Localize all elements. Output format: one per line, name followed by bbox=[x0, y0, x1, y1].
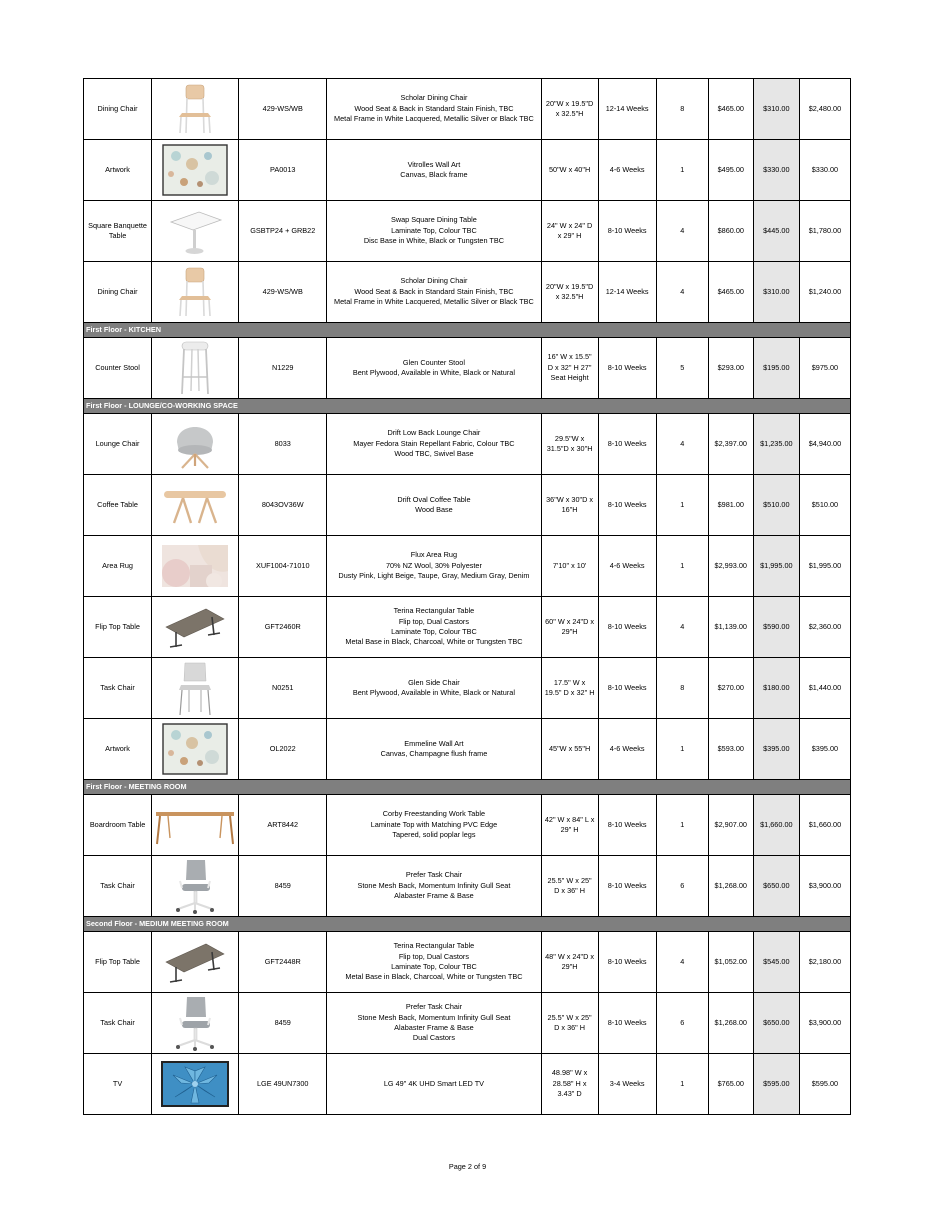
extended-total-cell: $510.00 bbox=[799, 475, 850, 536]
description-line: Prefer Task Chair bbox=[405, 1002, 463, 1012]
description-line: Wood TBC, Swivel Base bbox=[394, 449, 474, 459]
item-image-cell bbox=[152, 262, 239, 323]
item-dimensions-cell: 60" W x 24"D x 29"H bbox=[541, 597, 598, 658]
section-header-row bbox=[84, 399, 851, 414]
description-line: Drift Low Back Lounge Chair bbox=[387, 428, 481, 438]
description-line: Dusty Pink, Light Beige, Taupe, Gray, Medium Gray, Denim bbox=[338, 571, 530, 581]
description-line: Wood Seat & Back in Standard Stain Finish, TBC bbox=[354, 286, 514, 296]
description-line: Disc Base in White, Black or Tungsten TBC bbox=[363, 236, 505, 246]
item-description-cell bbox=[327, 658, 541, 719]
section-label: Second Floor - MEDIUM MEETING ROOM bbox=[84, 917, 851, 932]
item-image-cell bbox=[152, 719, 239, 780]
description-line: Stone Mesh Back, Momentum Infinity Gull Seat bbox=[357, 880, 511, 890]
sale-price-cell: $445.00 bbox=[753, 201, 799, 262]
quantity-cell: 5 bbox=[656, 338, 708, 399]
lead-time-cell: 8-10 Weeks bbox=[598, 475, 656, 536]
table-row bbox=[84, 201, 851, 262]
extended-total-cell: $330.00 bbox=[799, 140, 850, 201]
sale-price-cell: $510.00 bbox=[753, 475, 799, 536]
item-description-cell bbox=[327, 338, 541, 399]
sale-price-cell: $650.00 bbox=[753, 993, 799, 1054]
lead-time-cell: 8-10 Weeks bbox=[598, 993, 656, 1054]
extended-total-cell: $595.00 bbox=[799, 1054, 850, 1115]
flip-top-table-image bbox=[152, 603, 238, 651]
item-type-cell: Square Banquette Table bbox=[84, 201, 152, 262]
wall-art-image bbox=[152, 723, 238, 775]
item-image-cell bbox=[152, 475, 239, 536]
item-description-cell bbox=[327, 262, 541, 323]
lead-time-cell: 8-10 Weeks bbox=[598, 338, 656, 399]
extended-total-cell: $975.00 bbox=[799, 338, 850, 399]
list-price-cell: $765.00 bbox=[708, 1054, 753, 1115]
square-table-image bbox=[152, 204, 238, 258]
list-price-cell: $593.00 bbox=[708, 719, 753, 780]
item-type-cell: Boardroom Table bbox=[84, 795, 152, 856]
description-line: Flip top, Dual Castors bbox=[398, 616, 470, 626]
item-description-cell bbox=[327, 597, 541, 658]
extended-total-cell: $1,780.00 bbox=[799, 201, 850, 262]
quantity-cell: 8 bbox=[656, 658, 708, 719]
sale-price-cell: $330.00 bbox=[753, 140, 799, 201]
item-description-cell bbox=[327, 719, 541, 780]
item-code-cell: 8459 bbox=[239, 993, 327, 1054]
quantity-cell: 1 bbox=[656, 1054, 708, 1115]
item-code-cell: 429-WS/WB bbox=[239, 79, 327, 140]
description-line: Metal Frame in White Lacquered, Metallic Silver or Black TBC bbox=[334, 297, 534, 307]
item-type-cell: Dining Chair bbox=[84, 262, 152, 323]
item-dimensions-cell: 42" W x 84" L x 29" H bbox=[541, 795, 598, 856]
item-type-cell: Flip Top Table bbox=[84, 597, 152, 658]
item-type-cell: Task Chair bbox=[84, 658, 152, 719]
item-description-cell bbox=[327, 1054, 541, 1115]
list-price-cell: $2,397.00 bbox=[708, 414, 753, 475]
tv-image bbox=[152, 1061, 238, 1107]
side-chair-image bbox=[152, 659, 238, 717]
table-row bbox=[84, 262, 851, 323]
list-price-cell: $1,139.00 bbox=[708, 597, 753, 658]
dining-chair-image bbox=[152, 264, 238, 320]
description-line: Stone Mesh Back, Momentum Infinity Gull Seat bbox=[357, 1012, 511, 1022]
extended-total-cell: $1,440.00 bbox=[799, 658, 850, 719]
item-code-cell: 8459 bbox=[239, 856, 327, 917]
description-line: LG 49" 4K UHD Smart LED TV bbox=[383, 1078, 485, 1088]
item-dimensions-cell: 17.5" W x 19.5" D x 32" H bbox=[541, 658, 598, 719]
item-code-cell: OL2022 bbox=[239, 719, 327, 780]
description-line: Corby Freestanding Work Table bbox=[382, 809, 486, 819]
sale-price-cell: $395.00 bbox=[753, 719, 799, 780]
item-code-cell: 8033 bbox=[239, 414, 327, 475]
lead-time-cell: 3-4 Weeks bbox=[598, 1054, 656, 1115]
sale-price-cell: $1,995.00 bbox=[753, 536, 799, 597]
description-line: Alabaster Frame & Base bbox=[394, 891, 474, 901]
lead-time-cell: 8-10 Weeks bbox=[598, 932, 656, 993]
table-row bbox=[84, 719, 851, 780]
extended-total-cell: $1,995.00 bbox=[799, 536, 850, 597]
item-code-cell: GSBTP24 + GRB22 bbox=[239, 201, 327, 262]
description-line: 70% NZ Wool, 30% Polyester bbox=[385, 560, 482, 570]
item-code-cell: 8043OV36W bbox=[239, 475, 327, 536]
item-type-cell: Lounge Chair bbox=[84, 414, 152, 475]
quantity-cell: 4 bbox=[656, 597, 708, 658]
table-row bbox=[84, 414, 851, 475]
description-line: Metal Base in Black, Charcoal, White or Tungsten TBC bbox=[345, 972, 523, 982]
list-price-cell: $270.00 bbox=[708, 658, 753, 719]
wall-art-image bbox=[152, 144, 238, 196]
table-row bbox=[84, 1054, 851, 1115]
item-dimensions-cell: 24" W x 24" D x 29" H bbox=[541, 201, 598, 262]
item-image-cell bbox=[152, 201, 239, 262]
description-line: Laminate Top, Colour TBC bbox=[391, 962, 477, 971]
item-image-cell bbox=[152, 597, 239, 658]
section-label: First Floor - KITCHEN bbox=[84, 323, 851, 338]
quantity-cell: 8 bbox=[656, 79, 708, 140]
item-type-cell: Area Rug bbox=[84, 536, 152, 597]
list-price-cell: $1,268.00 bbox=[708, 993, 753, 1054]
item-code-cell: GFT2448R bbox=[239, 932, 327, 993]
item-description-cell bbox=[327, 536, 541, 597]
item-type-cell: TV bbox=[84, 1054, 152, 1115]
item-code-cell: 429-WS/WB bbox=[239, 262, 327, 323]
lead-time-cell: 4-6 Weeks bbox=[598, 719, 656, 780]
office-task-chair-image bbox=[152, 995, 238, 1051]
lead-time-cell: 4-6 Weeks bbox=[598, 536, 656, 597]
quantity-cell: 1 bbox=[656, 475, 708, 536]
extended-total-cell: $1,240.00 bbox=[799, 262, 850, 323]
description-line: Glen Side Chair bbox=[408, 677, 460, 687]
item-dimensions-cell: 7'10" x 10' bbox=[541, 536, 598, 597]
description-line: Tapered, solid poplar legs bbox=[392, 830, 476, 840]
item-type-cell: Counter Stool bbox=[84, 338, 152, 399]
description-line: Metal Base in Black, Charcoal, White or Tungsten TBC bbox=[345, 637, 523, 647]
item-image-cell bbox=[152, 932, 239, 993]
table-row bbox=[84, 932, 851, 993]
table-row bbox=[84, 856, 851, 917]
list-price-cell: $465.00 bbox=[708, 262, 753, 323]
quantity-cell: 4 bbox=[656, 932, 708, 993]
lead-time-cell: 12-14 Weeks bbox=[598, 262, 656, 323]
table-row bbox=[84, 658, 851, 719]
table-row bbox=[84, 79, 851, 140]
description-line: Canvas, Black frame bbox=[400, 170, 468, 179]
item-dimensions-cell: 20"W x 19.5"D x 32.5"H bbox=[541, 79, 598, 140]
coffee-table-image bbox=[152, 483, 238, 527]
description-line: Flip top, Dual Castors bbox=[398, 951, 470, 961]
extended-total-cell: $4,940.00 bbox=[799, 414, 850, 475]
item-dimensions-cell: 16" W x 15.5" D x 32" H 27" Seat Height bbox=[541, 338, 598, 399]
sale-price-cell: $595.00 bbox=[753, 1054, 799, 1115]
item-description-cell bbox=[327, 993, 541, 1054]
section-header-row bbox=[84, 780, 851, 795]
description-line: Glen Counter Stool bbox=[402, 357, 465, 367]
quantity-cell: 6 bbox=[656, 856, 708, 917]
section-header-row bbox=[84, 917, 851, 932]
item-code-cell: N0251 bbox=[239, 658, 327, 719]
description-line: Laminate Top, Colour TBC bbox=[391, 627, 477, 636]
item-dimensions-cell: 29.5"W x 31.5"D x 30"H bbox=[541, 414, 598, 475]
item-code-cell: GFT2460R bbox=[239, 597, 327, 658]
item-code-cell: XUF1004-71010 bbox=[239, 536, 327, 597]
table-row bbox=[84, 140, 851, 201]
extended-total-cell: $2,180.00 bbox=[799, 932, 850, 993]
quantity-cell: 4 bbox=[656, 201, 708, 262]
extended-total-cell: $3,900.00 bbox=[799, 856, 850, 917]
quantity-cell: 1 bbox=[656, 795, 708, 856]
description-line: Swap Square Dining Table bbox=[390, 215, 477, 225]
quantity-cell: 1 bbox=[656, 140, 708, 201]
extended-total-cell: $1,660.00 bbox=[799, 795, 850, 856]
description-line: Alabaster Frame & Base bbox=[394, 1023, 474, 1032]
item-description-cell bbox=[327, 475, 541, 536]
item-image-cell bbox=[152, 338, 239, 399]
section-header-row bbox=[84, 323, 851, 338]
description-line: Terina Rectangular Table bbox=[393, 941, 475, 951]
item-description-cell bbox=[327, 201, 541, 262]
description-line: Laminate Top, Colour TBC bbox=[391, 225, 477, 235]
list-price-cell: $293.00 bbox=[708, 338, 753, 399]
extended-total-cell: $2,480.00 bbox=[799, 79, 850, 140]
sale-price-cell: $590.00 bbox=[753, 597, 799, 658]
description-line: Metal Frame in White Lacquered, Metallic Silver or Black TBC bbox=[334, 114, 534, 124]
list-price-cell: $1,268.00 bbox=[708, 856, 753, 917]
description-line: Canvas, Champagne flush frame bbox=[380, 749, 488, 758]
lead-time-cell: 4-6 Weeks bbox=[598, 140, 656, 201]
list-price-cell: $465.00 bbox=[708, 79, 753, 140]
description-line: Bent Plywood, Available in White, Black or Natural bbox=[352, 688, 515, 697]
page-number: Page 2 of 9 bbox=[448, 1162, 487, 1171]
description-line: Prefer Task Chair bbox=[405, 870, 463, 880]
quote-table bbox=[83, 78, 851, 1115]
item-image-cell bbox=[152, 795, 239, 856]
description-line: Scholar Dining Chair bbox=[400, 93, 468, 103]
item-image-cell bbox=[152, 140, 239, 201]
quantity-cell: 4 bbox=[656, 414, 708, 475]
sale-price-cell: $180.00 bbox=[753, 658, 799, 719]
item-image-cell bbox=[152, 658, 239, 719]
extended-total-cell: $395.00 bbox=[799, 719, 850, 780]
item-image-cell bbox=[152, 1054, 239, 1115]
description-line: Emmeline Wall Art bbox=[404, 738, 464, 748]
item-dimensions-cell: 45"W x 55"H bbox=[541, 719, 598, 780]
item-description-cell bbox=[327, 79, 541, 140]
sale-price-cell: $545.00 bbox=[753, 932, 799, 993]
item-type-cell: Task Chair bbox=[84, 993, 152, 1054]
office-task-chair-image bbox=[152, 858, 238, 914]
item-description-cell bbox=[327, 932, 541, 993]
item-dimensions-cell: 25.5" W x 25" D x 36" H bbox=[541, 993, 598, 1054]
list-price-cell: $495.00 bbox=[708, 140, 753, 201]
table-row bbox=[84, 597, 851, 658]
description-line: Drift Oval Coffee Table bbox=[397, 494, 471, 504]
item-image-cell bbox=[152, 856, 239, 917]
lead-time-cell: 8-10 Weeks bbox=[598, 795, 656, 856]
description-line: Mayer Fedora Stain Repellant Fabric, Colour TBC bbox=[353, 438, 515, 448]
lead-time-cell: 8-10 Weeks bbox=[598, 856, 656, 917]
extended-total-cell: $3,900.00 bbox=[799, 993, 850, 1054]
item-type-cell: Artwork bbox=[84, 140, 152, 201]
item-image-cell bbox=[152, 993, 239, 1054]
area-rug-image bbox=[152, 545, 238, 587]
quantity-cell: 4 bbox=[656, 262, 708, 323]
table-row bbox=[84, 338, 851, 399]
boardroom-table-image bbox=[152, 804, 238, 846]
description-line: Vitrolles Wall Art bbox=[407, 159, 461, 169]
quantity-cell: 1 bbox=[656, 719, 708, 780]
section-label: First Floor - MEETING ROOM bbox=[84, 780, 851, 795]
lounge-chair-image bbox=[152, 416, 238, 472]
item-dimensions-cell: 20"W x 19.5"D x 32.5"H bbox=[541, 262, 598, 323]
sale-price-cell: $195.00 bbox=[753, 338, 799, 399]
list-price-cell: $860.00 bbox=[708, 201, 753, 262]
item-type-cell: Dining Chair bbox=[84, 79, 152, 140]
description-line: Dual Castors bbox=[412, 1033, 456, 1043]
extended-total-cell: $2,360.00 bbox=[799, 597, 850, 658]
item-dimensions-cell: 36"W x 30"D x 16"H bbox=[541, 475, 598, 536]
lead-time-cell: 8-10 Weeks bbox=[598, 201, 656, 262]
lead-time-cell: 8-10 Weeks bbox=[598, 658, 656, 719]
item-type-cell: Artwork bbox=[84, 719, 152, 780]
description-line: Flux Area Rug bbox=[410, 550, 458, 560]
sale-price-cell: $650.00 bbox=[753, 856, 799, 917]
item-description-cell bbox=[327, 856, 541, 917]
section-label: First Floor - LOUNGE/CO-WORKING SPACE bbox=[84, 399, 851, 414]
table-row bbox=[84, 795, 851, 856]
sale-price-cell: $310.00 bbox=[753, 79, 799, 140]
item-image-cell bbox=[152, 414, 239, 475]
description-line: Wood Seat & Back in Standard Stain Finish, TBC bbox=[354, 103, 514, 113]
item-dimensions-cell: 50"W x 40"H bbox=[541, 140, 598, 201]
list-price-cell: $981.00 bbox=[708, 475, 753, 536]
table-row bbox=[84, 536, 851, 597]
table-row bbox=[84, 993, 851, 1054]
list-price-cell: $1,052.00 bbox=[708, 932, 753, 993]
description-line: Bent Plywood, Available in White, Black or Natural bbox=[352, 368, 515, 377]
dining-chair-image bbox=[152, 81, 238, 137]
description-line: Terina Rectangular Table bbox=[393, 606, 475, 616]
item-code-cell: LGE 49UN7300 bbox=[239, 1054, 327, 1115]
flip-top-table-image bbox=[152, 938, 238, 986]
item-type-cell: Task Chair bbox=[84, 856, 152, 917]
description-line: Laminate Top with Matching PVC Edge bbox=[370, 819, 498, 829]
item-code-cell: N1229 bbox=[239, 338, 327, 399]
furniture-quote-sheet bbox=[83, 78, 851, 1115]
sale-price-cell: $1,235.00 bbox=[753, 414, 799, 475]
table-row bbox=[84, 475, 851, 536]
sale-price-cell: $310.00 bbox=[753, 262, 799, 323]
lead-time-cell: 8-10 Weeks bbox=[598, 414, 656, 475]
item-code-cell: PA0013 bbox=[239, 140, 327, 201]
item-description-cell bbox=[327, 414, 541, 475]
lead-time-cell: 12-14 Weeks bbox=[598, 79, 656, 140]
item-dimensions-cell: 48.98" W x 28.58" H x 3.43" D bbox=[541, 1054, 598, 1115]
counter-stool-image bbox=[152, 339, 238, 397]
item-description-cell bbox=[327, 795, 541, 856]
item-description-cell bbox=[327, 140, 541, 201]
description-line: Scholar Dining Chair bbox=[400, 276, 468, 286]
item-dimensions-cell: 48" W x 24"D x 29"H bbox=[541, 932, 598, 993]
sale-price-cell: $1,660.00 bbox=[753, 795, 799, 856]
item-code-cell: ART8442 bbox=[239, 795, 327, 856]
quantity-cell: 6 bbox=[656, 993, 708, 1054]
list-price-cell: $2,993.00 bbox=[708, 536, 753, 597]
item-type-cell: Flip Top Table bbox=[84, 932, 152, 993]
quantity-cell: 1 bbox=[656, 536, 708, 597]
description-line: Wood Base bbox=[415, 505, 453, 514]
item-dimensions-cell: 25.5" W x 25" D x 36" H bbox=[541, 856, 598, 917]
item-type-cell: Coffee Table bbox=[84, 475, 152, 536]
item-image-cell bbox=[152, 79, 239, 140]
item-image-cell bbox=[152, 536, 239, 597]
list-price-cell: $2,907.00 bbox=[708, 795, 753, 856]
lead-time-cell: 8-10 Weeks bbox=[598, 597, 656, 658]
